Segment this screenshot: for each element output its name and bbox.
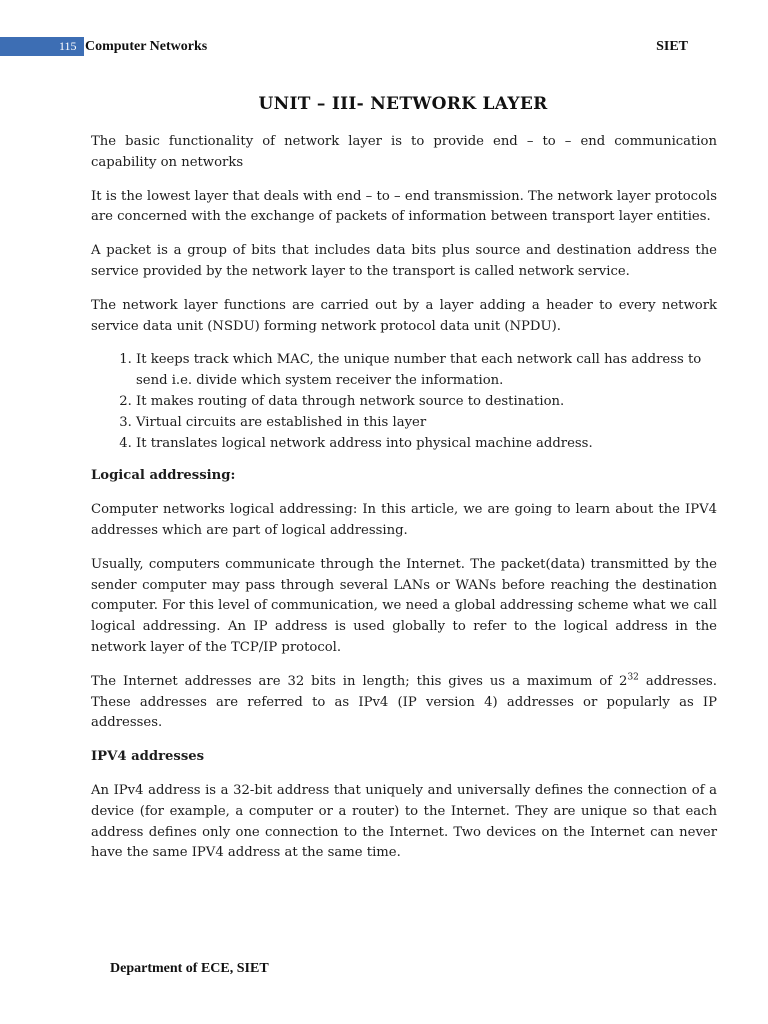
address-length-text-a: The Internet addresses are 32 bits in length; this gives us a maximum of 2 (91, 673, 628, 689)
footer-department: Department of ECE, SIET (110, 961, 269, 976)
paragraph-logical-intro: Computer networks logical addressing: In this article, we are going to learn about the IPV4 addresses which are part of logical addressing. (91, 502, 717, 538)
list-item: 4. It translates logical network address into physical machine address. (136, 434, 717, 455)
address-length-text-b: addresses. These addresses are referred to as IPv4 (IP version 4) addresses or popularly as IP addresses. (91, 673, 717, 731)
list-item: 1. It keeps track which MAC, the unique number that each network call has address to send i.e. divide which system receiver the information. (136, 350, 717, 392)
document-body (91, 132, 717, 877)
paragraph-packet: A packet is a group of bits that includes data bits plus source and destination address the service provided by the network layer to the transport is called network service. (91, 243, 717, 279)
paragraph-ipv4: An IPv4 address is a 32-bit address that uniquely and universally defines the connection of a device (for example, a computer or a router) to the Internet. They are unique so that each address defines only one connection to the Internet. Two devices on the Internet can never have the same IPV4 address at the same time. (91, 782, 717, 861)
heading-ipv4: IPV4 addresses (91, 749, 205, 765)
list-item: 3. Virtual circuits are established in this layer (136, 413, 717, 434)
heading-logical-addressing: Logical addressing: (91, 468, 236, 484)
page-number: 115 (59, 39, 77, 53)
paragraph-logical-usage: Usually, computers communicate through the Internet. The packet(data) transmitted by the sender computer may pass through several LANs or WANs before reaching the destination computer. For this level of communication, we need a global addressing scheme what we call logical addressing. An IP address is used globally to refer to the logical address in the network layer of the TCP/IP protocol. (91, 556, 717, 655)
paragraph-address-length (91, 672, 717, 734)
header-title: Computer Networks (85, 39, 208, 54)
list-item: 2. It makes routing of data through network source to destination. (136, 392, 717, 413)
functions-list (91, 350, 717, 454)
exponent: 32 (627, 672, 639, 683)
paragraph-functions: The network layer functions are carried out by a layer adding a header to every network service data unit (NSDU) forming network protocol data unit (NPDU). (91, 297, 717, 334)
paragraph-intro: The basic functionality of network layer is to provide end – to – end communication capability on networks (91, 134, 717, 170)
unit-title: UNIT – III- NETWORK LAYER (258, 94, 548, 114)
paragraph-lowest-layer: It is the lowest layer that deals with end – to – end transmission. The network layer protocols are concerned with the exchange of packets of information between transport layer entities. (91, 188, 717, 225)
header-institution: SIET (656, 39, 688, 54)
